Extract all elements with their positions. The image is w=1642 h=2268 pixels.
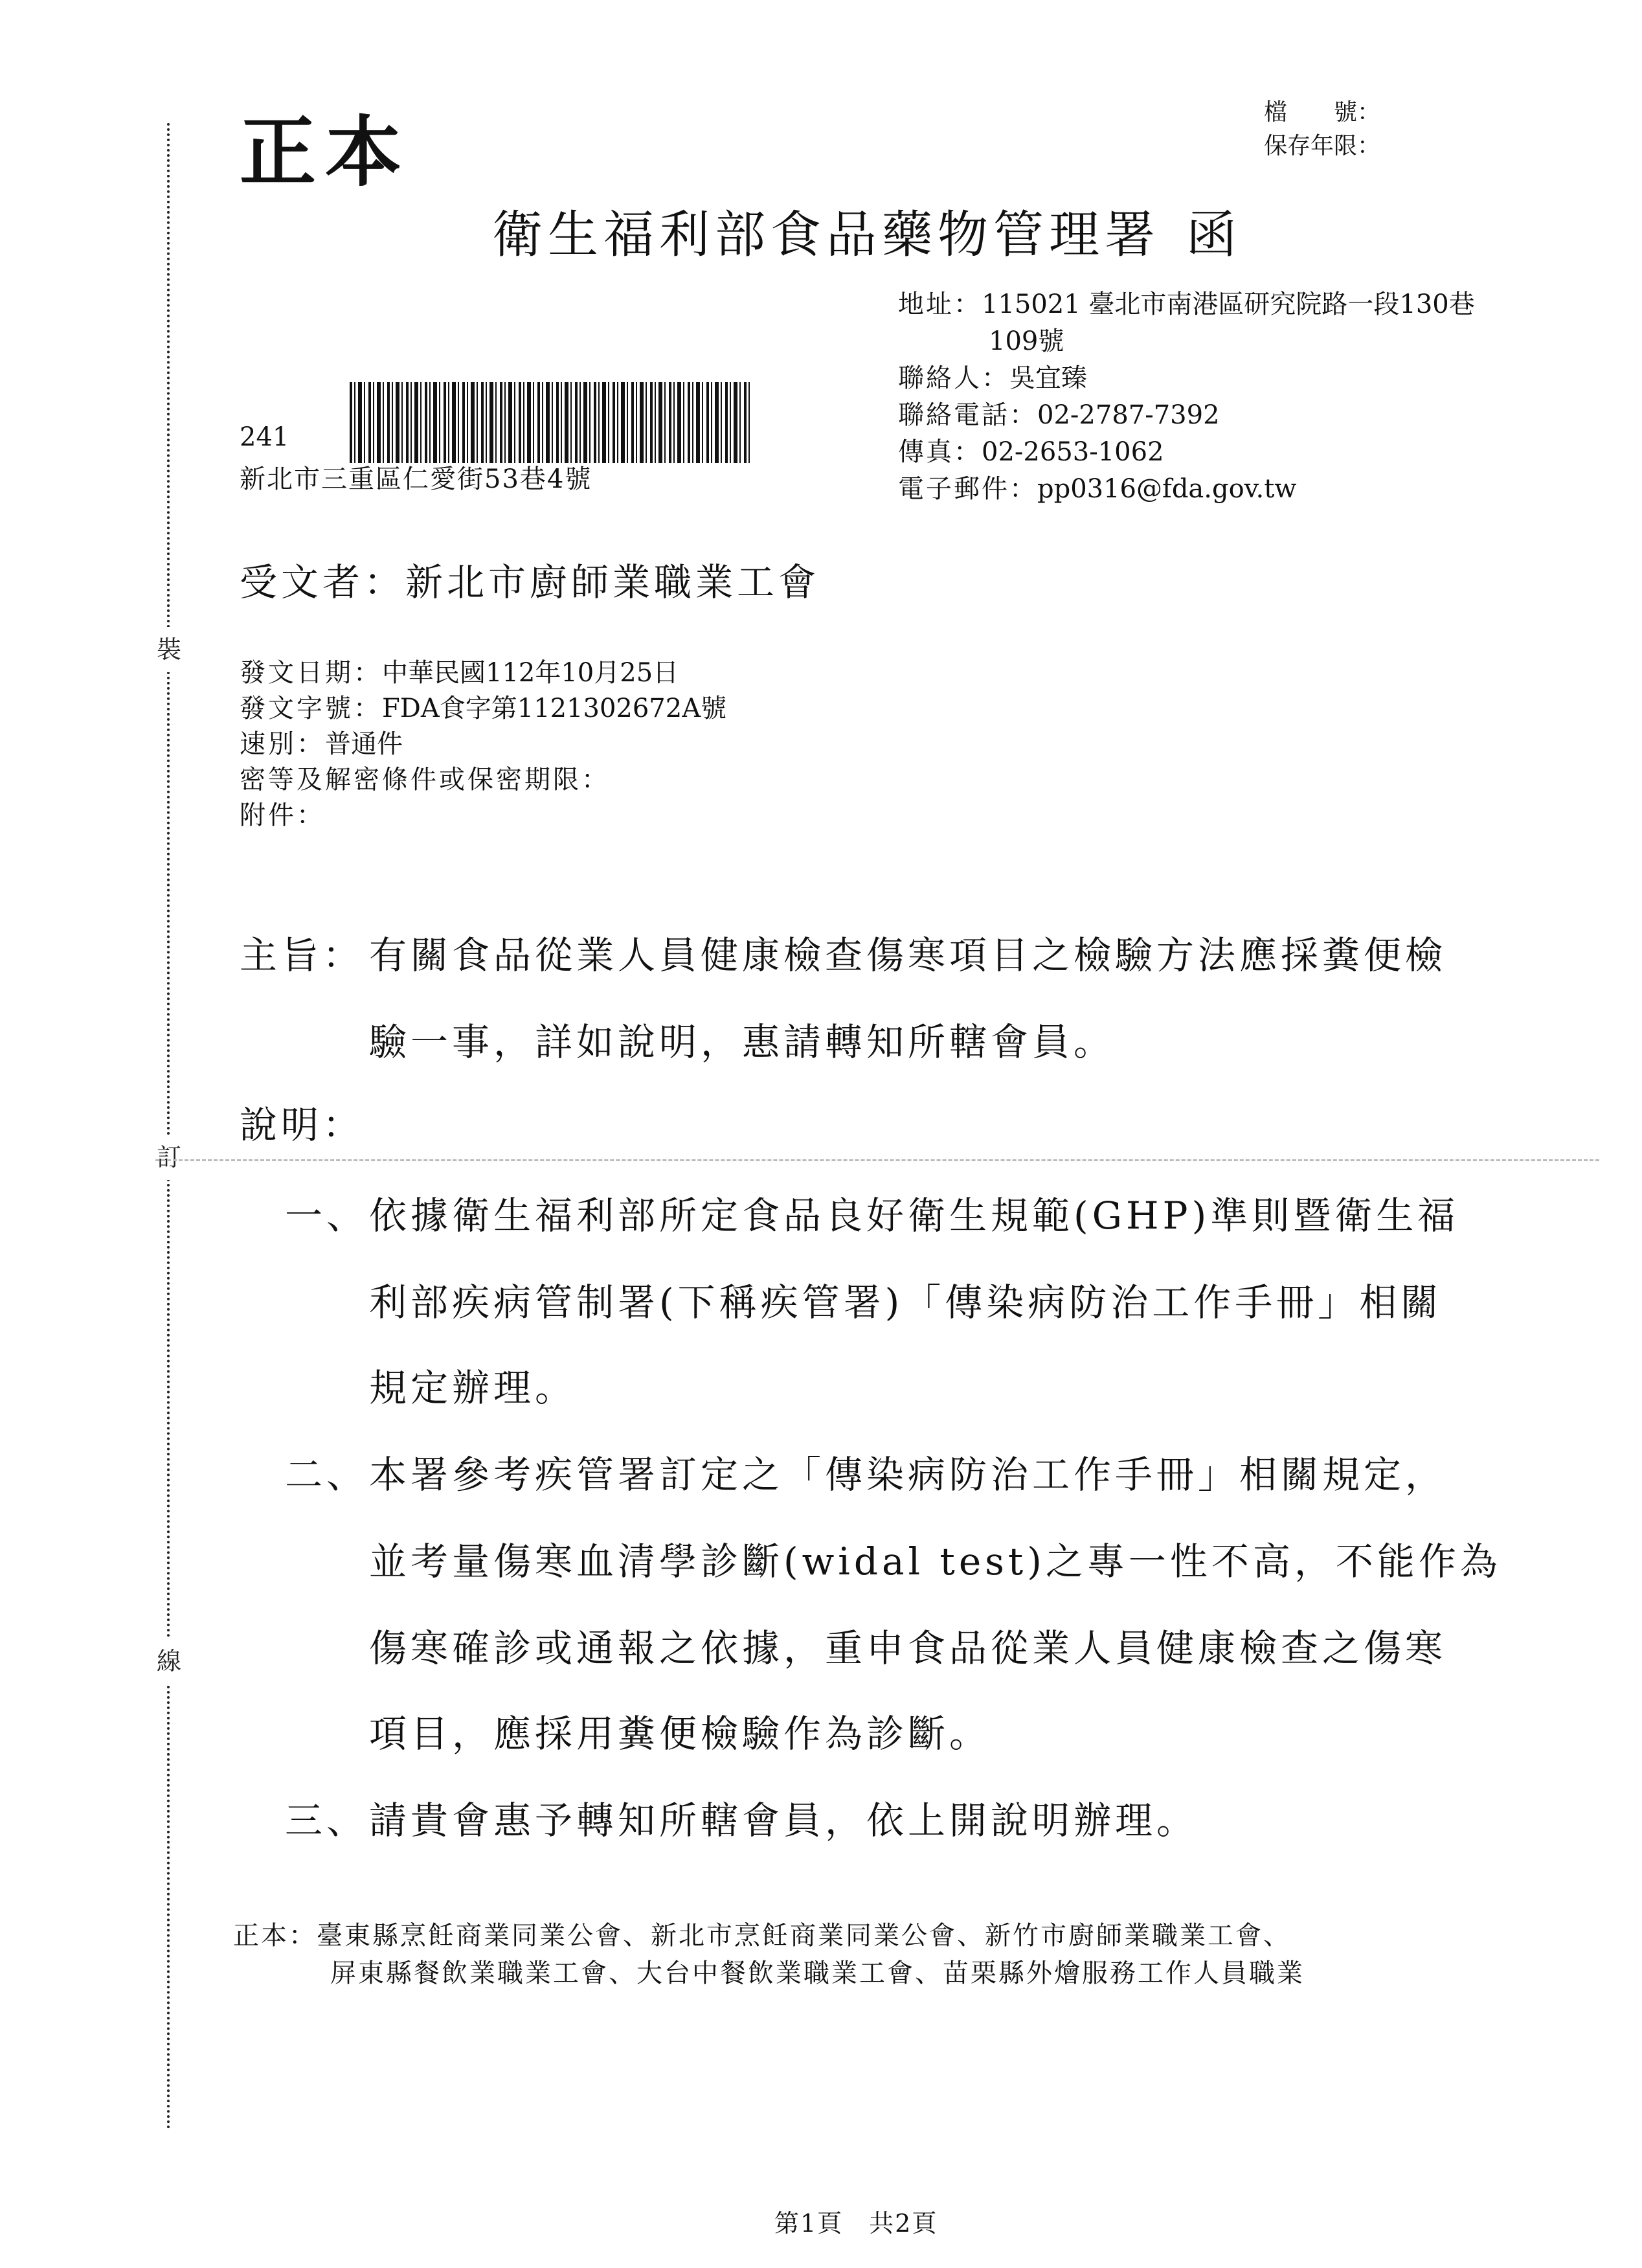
email-label: 電子郵件： bbox=[898, 474, 1037, 504]
item-3-number: 三、 bbox=[285, 1798, 368, 1843]
contact-value: 吳宜臻 bbox=[1009, 363, 1087, 393]
attachments bbox=[240, 798, 726, 833]
binding-dotted-line bbox=[167, 123, 170, 2131]
secrecy-label: 密等及解密條件或保密期限： bbox=[240, 765, 610, 795]
file-number-label: 檔 號： bbox=[1264, 99, 1381, 126]
ref-label: 發文字號： bbox=[240, 694, 382, 723]
issue-date bbox=[240, 655, 726, 691]
binding-mark-zhuang: 裝 bbox=[146, 627, 192, 672]
reference-number bbox=[240, 691, 726, 727]
address-label: 地址： bbox=[898, 289, 982, 319]
date-value: 中華民國112年10月25日 bbox=[382, 658, 679, 688]
original-copy-mark: 正本 bbox=[240, 107, 411, 197]
page-number: 第1頁 共2頁 bbox=[774, 2209, 938, 2238]
contact-label: 聯絡人： bbox=[898, 363, 1009, 393]
contact-person bbox=[898, 360, 1475, 397]
fax-value: 02-2653-1062 bbox=[982, 437, 1164, 467]
email-value: pp0316@fda.gov.tw bbox=[1037, 474, 1297, 504]
recipient bbox=[240, 552, 820, 606]
recipient-address: 新北市三重區仁愛街53巷4號 bbox=[240, 464, 592, 494]
barcode bbox=[350, 382, 751, 463]
cc-line-1 bbox=[233, 1917, 1305, 1955]
document-type: 函 bbox=[1186, 206, 1237, 264]
item-3-line-1: 請貴會惠予轉知所轄會員，依上開說明辦理。 bbox=[369, 1798, 1198, 1843]
postal-code: 241 bbox=[240, 422, 289, 452]
explanation-label: 說明： bbox=[240, 1103, 365, 1147]
contact-phone bbox=[898, 397, 1475, 434]
cc-label: 正本： bbox=[233, 1921, 317, 1951]
binding-mark-xian: 線 bbox=[146, 1639, 192, 1684]
contact-email bbox=[898, 471, 1475, 508]
item-2-line-2: 並考量傷寒血清學診斷(widal test)之專一性不高，不能作為 bbox=[369, 1539, 1501, 1583]
original-copy-recipients bbox=[233, 1917, 1305, 1992]
item-2-number: 二、 bbox=[285, 1453, 368, 1497]
address-line1: 115021 臺北市南港區研究院路一段130巷 bbox=[982, 289, 1475, 319]
item-1-line-3: 規定辦理。 bbox=[369, 1366, 577, 1410]
item-1-number: 一、 bbox=[285, 1194, 368, 1238]
cc-line-2: 屏東縣餐飲業職業工會、大台中餐飲業職業工會、苗栗縣外燴服務工作人員職業 bbox=[330, 1958, 1305, 1988]
item-2-line-3: 傷寒確診或通報之依據，重申食品從業人員健康檢查之傷寒 bbox=[369, 1626, 1447, 1670]
document-meta bbox=[240, 655, 726, 833]
subject-line-2: 驗一事，詳如說明，惠請轉知所轄會員。 bbox=[369, 1020, 1116, 1064]
secrecy-level bbox=[240, 762, 726, 798]
contact-fax bbox=[898, 434, 1475, 471]
scan-crease-line bbox=[155, 1159, 1599, 1161]
subject-line-1: 有關食品從業人員健康檢查傷寒項目之檢驗方法應採糞便檢 bbox=[369, 933, 1447, 977]
retention-period-label: 保存年限： bbox=[1264, 133, 1381, 159]
phone-value: 02-2787-7392 bbox=[1037, 400, 1220, 430]
file-meta bbox=[1264, 96, 1380, 163]
attachment-label: 附件： bbox=[240, 800, 325, 830]
sender-address bbox=[898, 286, 1475, 323]
item-1-line-1: 依據衛生福利部所定食品良好衛生規範(GHP)準則暨衛生福 bbox=[369, 1194, 1459, 1238]
agency-title: 衛生福利部食品藥物管理署 bbox=[492, 206, 1161, 264]
speed-label: 速別： bbox=[240, 729, 325, 759]
item-2-line-1: 本署參考疾管署訂定之「傳染病防治工作手冊」相關規定， bbox=[369, 1453, 1447, 1497]
binding-mark-ding: 訂 bbox=[146, 1135, 192, 1180]
recipient-label: 受文者： bbox=[240, 560, 406, 604]
subject-label: 主旨： bbox=[240, 933, 365, 977]
fax-label: 傳真： bbox=[898, 437, 982, 467]
address-line2: 109號 bbox=[989, 326, 1064, 356]
cc-line-1-text: 臺東縣烹飪商業同業公會、新北市烹飪商業同業公會、新竹市廚師業職業工會、 bbox=[317, 1921, 1291, 1951]
speed-value: 普通件 bbox=[325, 729, 403, 759]
item-1-line-2: 利部疾病管制署(下稱疾管署)「傳染病防治工作手冊」相關 bbox=[369, 1280, 1443, 1324]
ref-value: FDA食字第1121302672A號 bbox=[382, 694, 727, 723]
recipient-name: 新北市廚師業職業工會 bbox=[405, 560, 820, 604]
delivery-speed bbox=[240, 727, 726, 762]
phone-label: 聯絡電話： bbox=[898, 400, 1037, 430]
item-2-line-4: 項目，應採用糞便檢驗作為診斷。 bbox=[369, 1712, 991, 1756]
sender-info bbox=[898, 286, 1475, 508]
date-label: 發文日期： bbox=[240, 658, 382, 688]
